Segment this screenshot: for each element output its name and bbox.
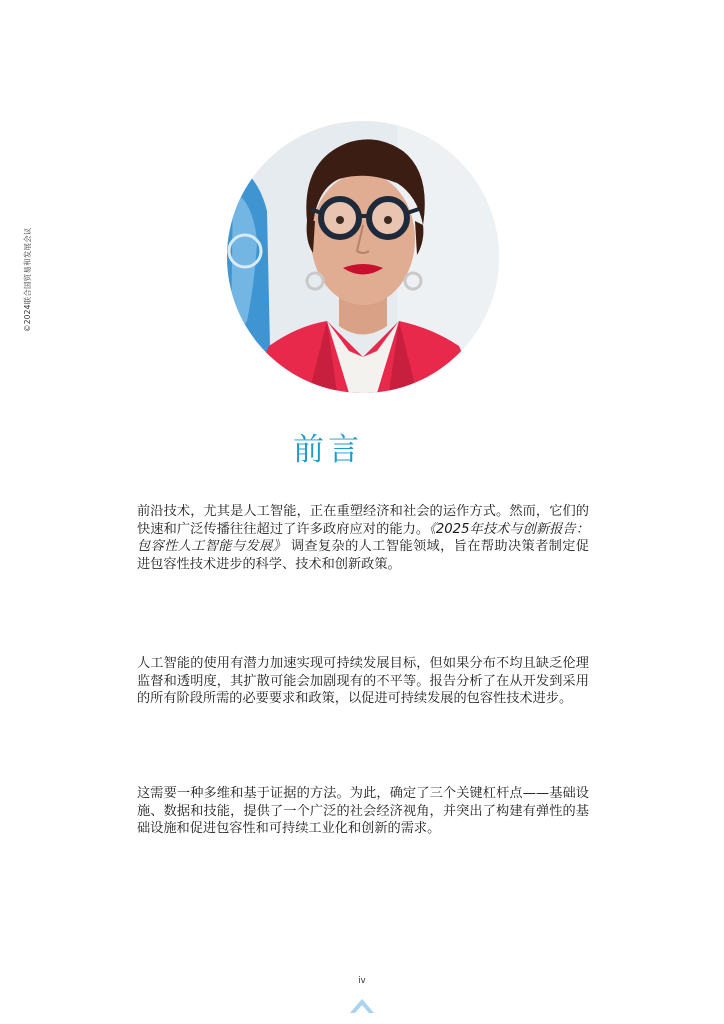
up-arrow-icon[interactable] — [350, 996, 374, 1020]
page-number: iv — [358, 976, 366, 986]
paragraph-2: 人工智能的使用有潜力加速实现可持续发展目标，但如果分布不均且缺乏伦理监督和透明度，其扩散可能会加剧现有的不平等。报告分析了在从开发到采用的所有阶段所需的必要要求和政策，以促进可持续发展的包容性技术进步。 — [137, 656, 589, 707]
report-title: 《2025年技术与创新报告：包容性人工智能与发展》 — [137, 521, 590, 555]
paragraph-1 — [137, 503, 589, 573]
portrait-photo — [227, 121, 499, 393]
paragraph-1-part-2: 调查复杂的人工智能领域，旨在帮助决策者制定促进包容性技术进步的科学、技术和创新政策。 — [137, 539, 589, 572]
paragraph-1-part-1: 前沿技术，尤其是人工智能，正在重塑经济和社会的运作方式。然而，它们的快速和广泛传播往往超过了许多政府应对的能力。 — [137, 504, 589, 537]
paragraph-3: 这需要一种多维和基于证据的方法。为此，确定了三个关键杠杆点——基础设施、数据和技能，提供了一个广泛的社会经济视角，并突出了构建有弹性的基础设施和促进包容性和可持续工业化和创新的需求。 — [137, 786, 589, 837]
page-title: 前言 — [293, 432, 363, 468]
copyright-side-text: ©2024联合国贸易和发展会议 — [23, 227, 32, 332]
